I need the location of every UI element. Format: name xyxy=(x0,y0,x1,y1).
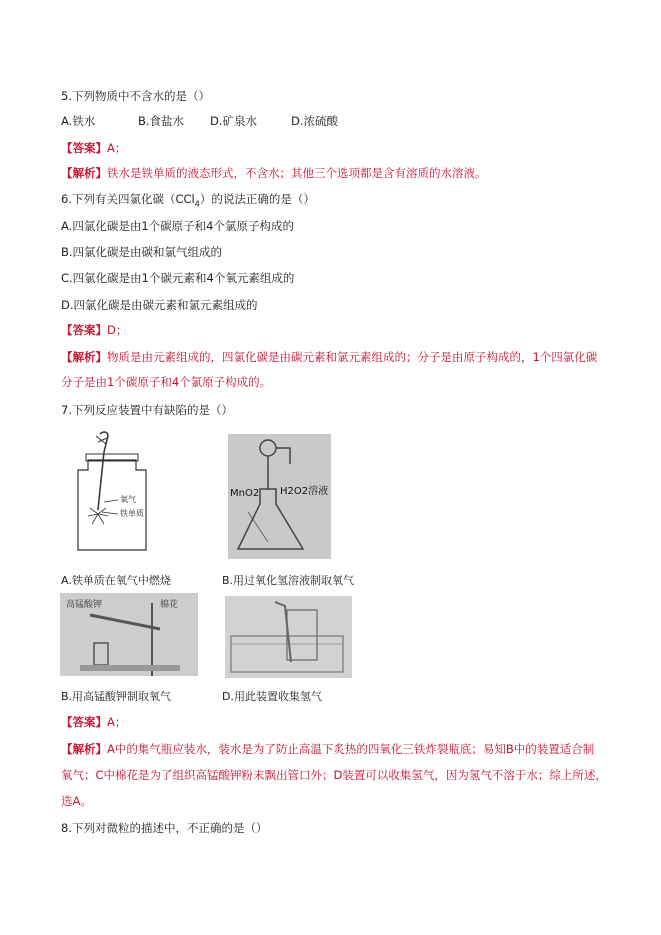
q6-stem: 6.下列有关四氯化碳（CCl$_4$）的说法正确的是（） xyxy=(61,192,315,209)
q7-stem: 7.下列反应装置中有缺陷的是（） xyxy=(61,403,233,417)
q6-option-d: D.四氯化碳是由碳元素和氯元素组成的 xyxy=(61,298,258,312)
q7-answer: 【答案】A； xyxy=(61,715,127,729)
q8-stem: 8.下列对微粒的描述中，不正确的是（） xyxy=(61,821,268,835)
label-iron: 铁单质 xyxy=(120,509,144,518)
q7-analysis-line-1: 【解析】A中的集气瓶应装水，装水是为了防止高温下炙热的四氧化三铁炸裂瓶底；易知B中的装置适合制 xyxy=(61,742,595,756)
figure-c-caption: B.用高锰酸钾制取氧气 xyxy=(61,690,172,703)
q5-analysis xyxy=(61,165,487,181)
label-h2o2: H2O2溶液 xyxy=(280,486,329,497)
q5-answer xyxy=(61,140,126,156)
q6-option-c: C.四氯化碳是由1个碳元素和4个氧元素组成的 xyxy=(61,271,295,285)
water-trough-drawing xyxy=(225,596,352,678)
analysis-text: 铁水是铁单质的液态形式，不含水；其他三个选项都是含有溶质的水溶液。 xyxy=(107,166,487,180)
figure-a-caption: A.铁单质在氧气中燃烧 xyxy=(61,574,171,587)
label-mno2: MnO2 xyxy=(230,488,260,499)
figure-b-h2o2-photo xyxy=(228,434,331,559)
q5-options xyxy=(61,113,338,129)
analysis-label: 【解析】 xyxy=(61,166,107,180)
figure-b-caption: B.用过氧化氢溶液制取氧气 xyxy=(222,574,355,587)
figure-d-caption: D.用此装置收集氢气 xyxy=(222,690,322,703)
q6-analysis-line-2: 分子是由1个碳原子和4个氯原子构成的。 xyxy=(61,375,272,389)
q5-stem: 5.下列物质中不含水的是（） xyxy=(61,89,210,103)
q5-option-c: D.矿泉水 xyxy=(210,114,258,128)
q5-option-a: A.铁水 xyxy=(61,114,96,128)
q6-option-a: A.四氯化碳是由1个碳原子和4个氯原子构成的 xyxy=(61,219,294,233)
q6-analysis-line-1: 【解析】物质是由元素组成的，四氯化碳是由碳元素和氯元素组成的；分子是由原子构成的，1个四氯化碳 xyxy=(61,350,598,364)
answer-value: A； xyxy=(107,141,127,155)
label-kmno4: 高锰酸钾 xyxy=(66,600,103,610)
figure-d-collection-photo xyxy=(225,596,352,678)
label-cotton: 棉花 xyxy=(160,600,179,610)
q6-answer: 【答案】D； xyxy=(61,323,128,337)
figure-a-iron-burning xyxy=(60,430,180,558)
q7-analysis-line-2: 氧气；C中棉花是为了组织高锰酸钾粉末飘出管口外；D装置可以收集氢气，因为氢气不溶于水；综上所述， xyxy=(61,768,607,782)
q5-option-b: B.食盐水 xyxy=(138,114,185,128)
q6-option-b: B.四氯化碳是由碳和氯气组成的 xyxy=(61,245,223,259)
answer-label: 【答案】 xyxy=(61,141,107,155)
q7-analysis-line-3: 选A。 xyxy=(61,794,92,808)
figure-c-kmno4-photo xyxy=(60,593,198,676)
q5-option-d: D.浓硫酸 xyxy=(291,114,339,128)
label-oxygen: 氧气 xyxy=(120,495,136,504)
